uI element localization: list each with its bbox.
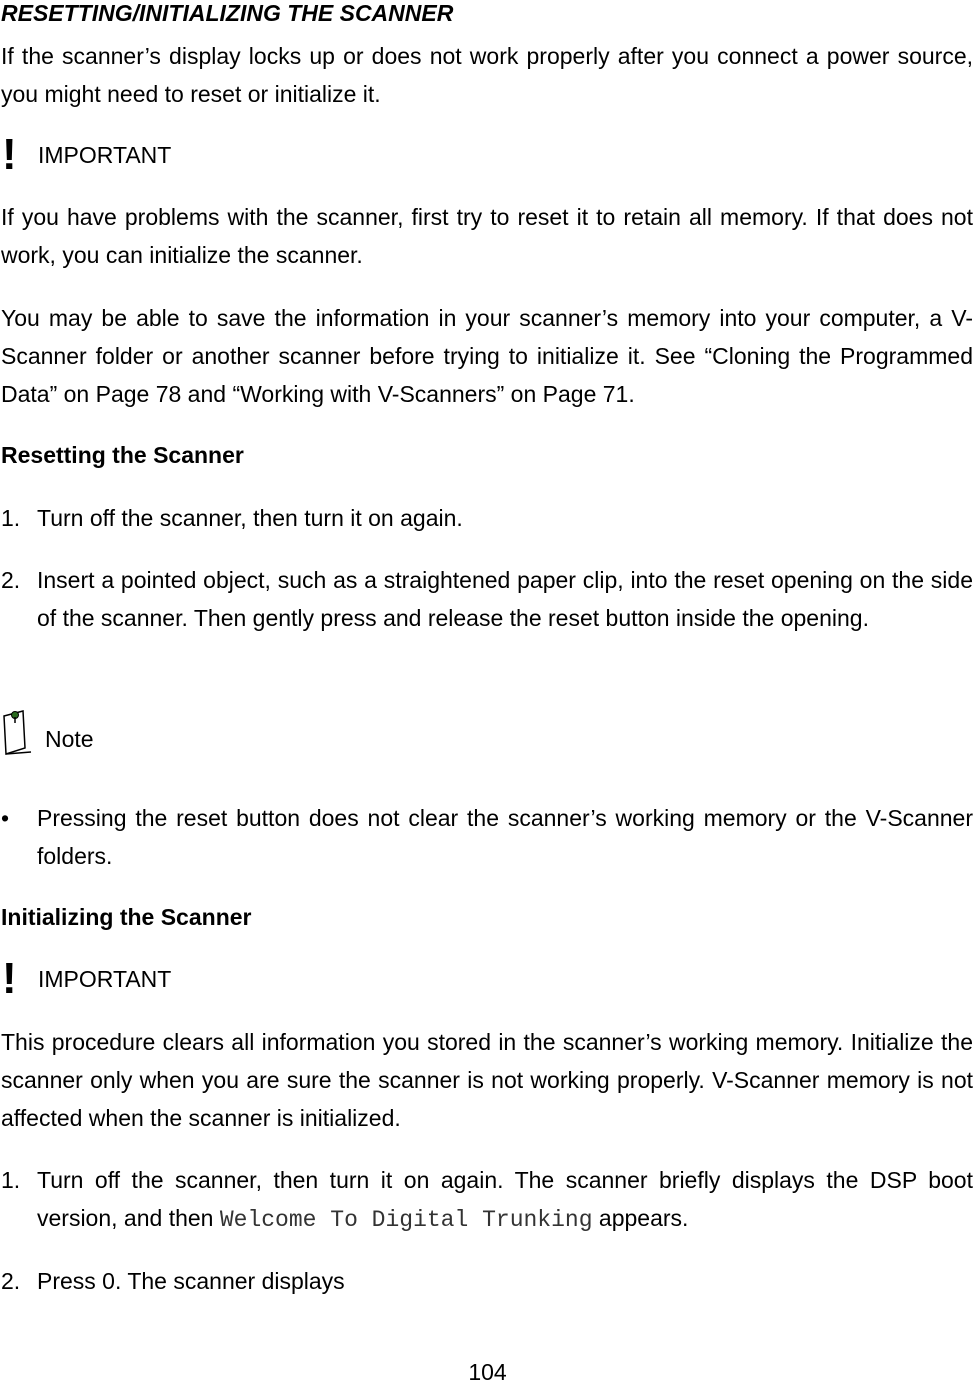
note-callout — [1, 708, 973, 758]
page-title: RESETTING/INITIALIZING THE SCANNER — [1, 0, 454, 26]
step-number: 2. — [1, 1268, 21, 1294]
important-text-1: If you have problems with the scanner, first try to reset it to retain all memory. If that does not work, you can initialize the scanner. — [1, 204, 973, 268]
step-text: Insert a pointed object, such as a straightened paper clip, into the reset opening on the side of the scanner. Then gently press and release the reset button inside the opening. — [37, 567, 973, 631]
display-message: Welcome To Digital Trunking — [219, 1207, 593, 1233]
note-bullet-item — [1, 799, 973, 875]
initialize-heading: Initializing the Scanner — [1, 904, 252, 930]
init-step-2 — [1, 1262, 973, 1300]
reset-heading: Resetting the Scanner — [1, 442, 244, 468]
important-text-2: This procedure clears all information you stored in the scanner’s working memory. Initialize the scanner only when you are sure the scanner is not working properly. V-Scanner memory is not affected when the scanner is initialized. — [1, 1029, 973, 1131]
step-number: 2. — [1, 567, 21, 593]
step-text: Press 0. The scanner displays — [37, 1268, 345, 1294]
important-label: IMPORTANT — [38, 142, 172, 168]
step-text: Turn off the scanner, then turn it on again. — [37, 505, 463, 531]
important-callout-2 — [1, 954, 973, 1003]
note-pin-icon — [1, 708, 35, 758]
step-number: 1. — [1, 505, 21, 531]
exclamation-icon: ! — [2, 954, 17, 1003]
page-number: 104 — [468, 1359, 507, 1385]
bullet-mark: • — [1, 805, 10, 831]
step-text-after: appears. — [592, 1205, 689, 1231]
important-callout-1 — [1, 130, 973, 179]
reset-step-1 — [1, 499, 973, 537]
init-step-1 — [1, 1161, 973, 1239]
exclamation-icon: ! — [2, 130, 17, 179]
intro-paragraph: If the scanner’s display locks up or does not work properly after you connect a power source, you might need to reset or initialize it. — [1, 43, 973, 107]
step-number: 1. — [1, 1167, 21, 1193]
reset-step-2 — [1, 561, 973, 637]
step-text-before: Turn off the scanner, then turn it on again. The scanner briefly displays the DSP boot version, and then — [37, 1167, 973, 1231]
important-label: IMPORTANT — [38, 966, 172, 992]
save-info-paragraph: You may be able to save the information in your scanner’s memory into your computer, a V-Scanner folder or another scanner before trying to initialize it. See “Cloning the Programmed Data” on Page 78 and “Working with V-Scanners” on Page 71. — [1, 305, 973, 407]
step-text — [37, 1161, 973, 1239]
bullet-text: Pressing the reset button does not clear the scanner’s working memory or the V-Scanner folders. — [37, 805, 973, 869]
note-label: Note — [45, 726, 94, 752]
